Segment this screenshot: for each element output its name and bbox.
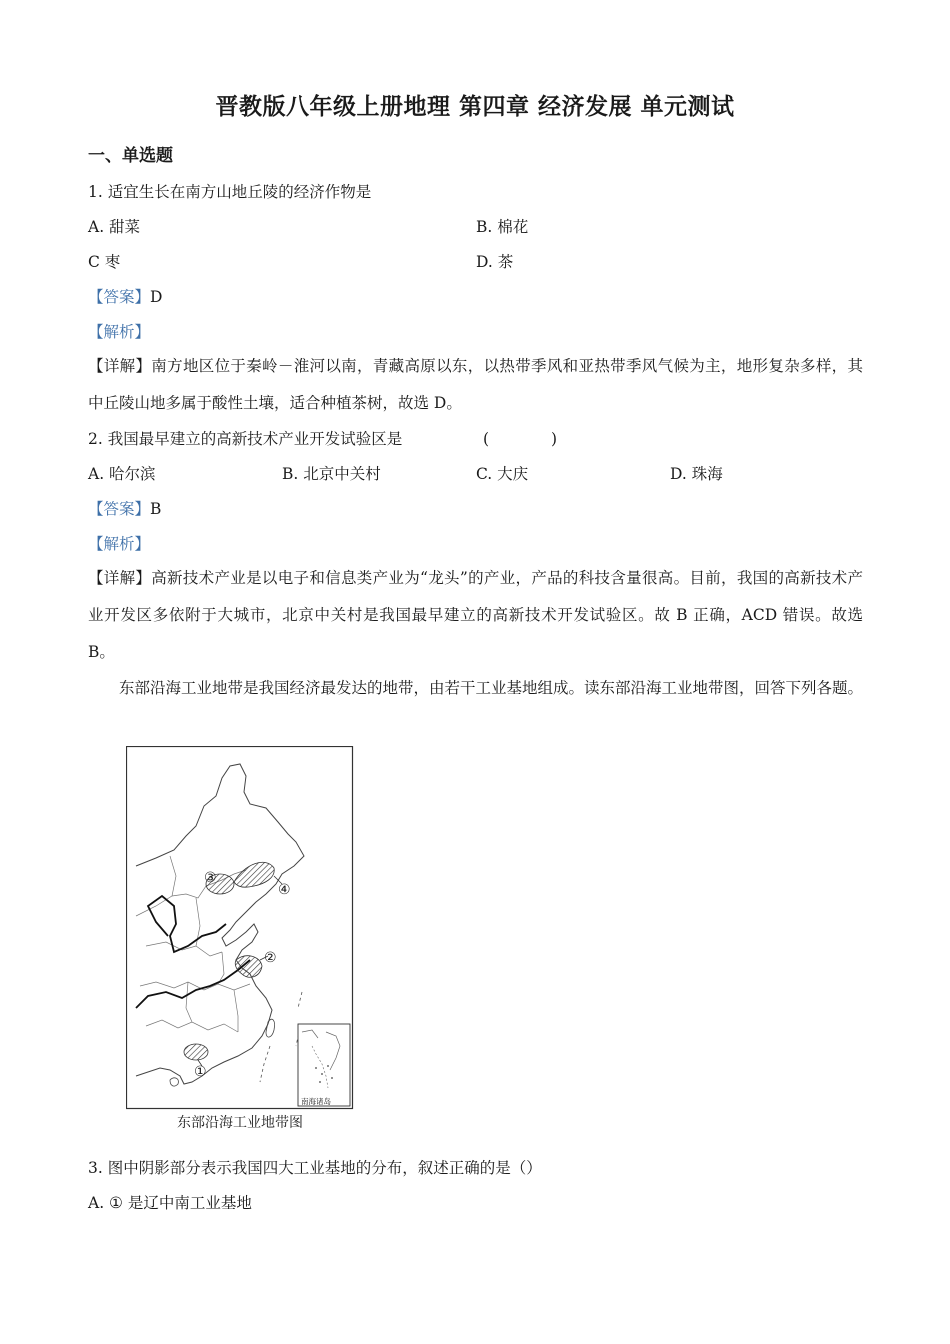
q2-detail [88,560,863,671]
q2-option-a: A. 哈尔滨 [88,465,156,483]
q1-option-a: A. 甜菜 [88,218,141,236]
question-1-stem: 1. 适宜生长在南方山地丘陵的经济作物是 [88,183,372,201]
answer-value: D [150,288,163,306]
q1-option-d: D. 茶 [476,253,514,271]
q1-detail [88,348,863,422]
q2-analysis-label: 【解析】 [88,535,151,553]
detail-label: 【详解】 [88,569,152,587]
page-title: 晋教版八年级上册地理 第四章 经济发展 单元测试 [215,93,735,120]
detail-text: 南方地区位于秦岭－淮河以南，青藏高原以东，以热带季风和亚热带季风气候为主，地形复杂多样，其中丘陵山地多属于酸性土壤，适合种植茶树，故选 D。 [88,357,863,412]
label-4: ④ [278,882,291,898]
inset-frame [298,1024,350,1106]
q1-analysis-label: 【解析】 [88,323,151,341]
label-1: ① [194,1064,207,1080]
inset-label: 南海诸岛 [301,1097,331,1106]
material-intro: 东部沿海工业地带是我国经济最发达的地带，由若干工业基地组成。读东部沿海工业地带图，回答下列各题。 [119,679,864,697]
answer-value: B [150,500,162,518]
q2-answer [88,499,161,519]
base-1-area [184,1044,208,1060]
figure-caption: 东部沿海工业地带图 [177,1115,303,1131]
q1-option-c: C 枣 [88,253,121,271]
answer-label: 【答案】 [88,288,151,306]
q2-option-b: B. 北京中关村 [282,465,381,483]
detail-text: 高新技术产业是以电子和信息类产业为“龙头”的产业，产品的科技含量很高。目前，我国的高新技术产业开发区多依附于大城市，北京中关村是我国最早建立的高新技术开发试验区。故 B 正确，ACD 错误。故选 B。 [88,569,863,661]
q1-answer [88,287,162,307]
q2-option-d: D. 珠海 [670,465,723,483]
q2-option-c: C. 大庆 [476,465,529,483]
question-2-stem: 2. 我国最早建立的高新技术产业开发试验区是 [88,430,403,448]
answer-label: 【答案】 [88,500,151,518]
section-heading: 一、单选题 [88,146,173,166]
q1-option-b: B. 棉花 [476,218,529,236]
question-3-stem: 3. 图中阴影部分表示我国四大工业基地的分布，叙述正确的是（） [88,1159,542,1177]
q3-option-a: A. ① 是辽中南工业基地 [88,1194,252,1212]
label-2: ② [264,950,277,966]
industrial-belt-map [126,746,354,1110]
q2-blank: ( ) [483,430,558,448]
map-graphic [126,746,354,1110]
label-3: ③ [204,870,217,886]
detail-label: 【详解】 [88,357,152,375]
